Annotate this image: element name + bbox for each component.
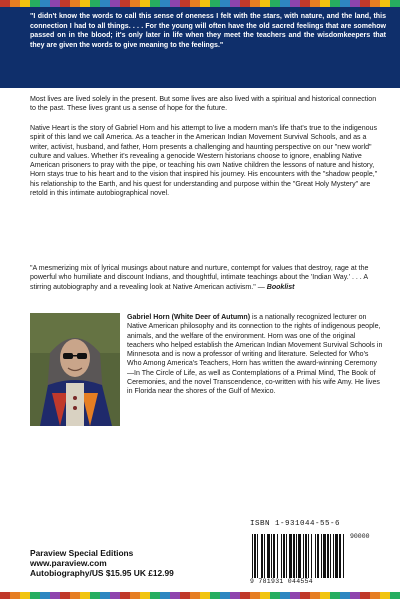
strip-segment — [20, 592, 30, 599]
strip-segment — [330, 0, 340, 7]
strip-segment — [340, 0, 350, 7]
strip-segment — [220, 592, 230, 599]
strip-segment — [160, 0, 170, 7]
isbn-label: ISBN 1-931044-55-6 — [250, 520, 341, 528]
review-text: "A mesmerizing mix of lyrical musings about nature and nurture, contempt for values that destroy, rage at the powerful who humiliate and discount Indians, and thoughtful, intimate teachings about the 'Indian Way.' . . . A stirring autobiography and a revealing look at Native American activism." — — [30, 265, 369, 291]
strip-segment — [110, 592, 120, 599]
strip-segment — [280, 592, 290, 599]
strip-segment — [150, 592, 160, 599]
strip-segment — [10, 0, 20, 7]
strip-segment — [110, 0, 120, 7]
strip-segment — [80, 592, 90, 599]
barcode-bar — [257, 534, 258, 578]
strip-segment — [360, 592, 370, 599]
strip-segment — [200, 0, 210, 7]
strip-segment — [180, 592, 190, 599]
decorative-strip-bottom — [0, 592, 400, 599]
strip-segment — [190, 0, 200, 7]
strip-segment — [230, 0, 240, 7]
strip-segment — [170, 592, 180, 599]
strip-segment — [260, 0, 270, 7]
strip-segment — [20, 0, 30, 7]
strip-segment — [80, 0, 90, 7]
barcode-bar — [333, 534, 334, 578]
quote-text: "I didn't know the words to call this sense of oneness I felt with the stars, with nature, and the land, this connection I had to all things. . . . For the young will often have the old sacred feelings that are somehow passed on in the blood; it's only later in life when they meet the teachers and the wisdomkeepers that they are given the words to give meaning to the feelings." — [30, 13, 386, 49]
strip-segment — [350, 592, 360, 599]
strip-segment — [70, 0, 80, 7]
barcode-bar — [323, 534, 326, 578]
barcode-digits: 9 781931 044554 — [250, 578, 314, 585]
barcode-bar — [281, 534, 282, 578]
barcode-bar — [305, 534, 307, 578]
strip-segment — [210, 0, 220, 7]
strip-segment — [10, 592, 20, 599]
strip-segment — [0, 0, 10, 7]
strip-segment — [100, 592, 110, 599]
intro-paragraph: Most lives are lived solely in the present. But some lives are also lived with a spiritual and historical connection to the past. These lives grant us a sense of hope for the future. — [30, 95, 377, 113]
barcode-bar — [296, 534, 297, 578]
strip-segment — [260, 592, 270, 599]
barcode-bar — [286, 534, 287, 578]
strip-segment — [280, 0, 290, 7]
author-photo — [30, 313, 120, 426]
barcode-bar — [311, 534, 312, 578]
author-portrait-image — [30, 313, 120, 426]
strip-segment — [380, 0, 390, 7]
publisher-block — [30, 548, 174, 579]
strip-segment — [60, 592, 70, 599]
barcode-bar — [254, 534, 256, 578]
barcode-bar — [321, 534, 322, 578]
barcode-bar — [298, 534, 301, 578]
strip-segment — [300, 592, 310, 599]
strip-segment — [160, 592, 170, 599]
barcode-bar — [283, 534, 285, 578]
strip-segment — [310, 592, 320, 599]
strip-segment — [270, 0, 280, 7]
strip-segment — [220, 0, 230, 7]
publisher-url: www.paraview.com — [30, 558, 107, 569]
strip-segment — [390, 0, 400, 7]
strip-segment — [50, 0, 60, 7]
strip-segment — [240, 592, 250, 599]
barcode-bar — [317, 534, 319, 578]
strip-segment — [30, 592, 40, 599]
author-name: Gabriel Horn (White Deer of Autumn) — [127, 314, 251, 321]
quote-box — [0, 7, 400, 88]
strip-segment — [100, 0, 110, 7]
strip-segment — [390, 592, 400, 599]
publisher-name: Paraview Special Editions — [30, 548, 134, 558]
barcode-bar — [293, 534, 295, 578]
strip-segment — [0, 592, 10, 599]
strip-segment — [30, 0, 40, 7]
strip-segment — [50, 592, 60, 599]
strip-segment — [200, 592, 210, 599]
barcode-bar — [271, 534, 272, 578]
strip-segment — [330, 592, 340, 599]
barcode-bar — [330, 534, 331, 578]
author-bio — [127, 313, 383, 397]
strip-segment — [120, 592, 130, 599]
strip-segment — [60, 0, 70, 7]
strip-segment — [320, 0, 330, 7]
strip-segment — [90, 0, 100, 7]
strip-segment — [350, 0, 360, 7]
barcode-bar — [252, 534, 253, 578]
strip-segment — [180, 0, 190, 7]
barcode-bar — [343, 534, 344, 578]
review-paragraph — [30, 264, 382, 292]
strip-segment — [130, 592, 140, 599]
author-bio-text: is a nationally recognized lecturer on Native American philosophy and its connection to the rights of indigenous people, animals, and the welfare of the environment. Horn was one of the original teachers who helped establish the American Indian Movement Survival Schools in Minnesota and is now a professor of writing and literature. Selected for Who's Who Among America's Teachers, Horn has written the award-winning Ceremony—In The Circle of Life, as well as Contemplations of a Primal Mind, The Book of Ceremonies, and the novel Transcendence, co-written with his wife Amy. He lives in Florida near the shores of the Gulf of Mexico. — [127, 314, 383, 396]
review-attribution: Booklist — [266, 283, 295, 291]
barcode-bar — [267, 534, 270, 578]
barcode-bar — [335, 534, 338, 578]
barcode-bar — [277, 534, 278, 578]
strip-segment — [250, 0, 260, 7]
strip-segment — [240, 0, 250, 7]
strip-segment — [290, 0, 300, 7]
barcode-bar — [303, 534, 304, 578]
description-paragraph: Native Heart is the story of Gabriel Horn and his attempt to live a modern man's life that's true to the indigenous spirit of this land we call America. As a teacher in the American Indian Movement Survival Schools, and as a writer, activist, husband, and father, Horn presents a challenging and haunting perspective on our "new world" culture and values. Whether it's revealing a genocide Western historians choose to ignore, enabling Native American prisoners to pray with the pipe, or teaching his own Native children the lessons of nature and history, Horn stays true to his heart and to the vision that inspired his journey. His encounters with the "shadow people," his relationship to the Earth, and his quest for understanding and purpose within the "Great Holy Mystery" are retold in this intimate autobiographical novel. — [30, 125, 378, 197]
barcode-bar — [289, 534, 292, 578]
strip-segment — [140, 592, 150, 599]
strip-segment — [210, 592, 220, 599]
barcode-bar — [327, 534, 329, 578]
strip-segment — [380, 592, 390, 599]
strip-segment — [70, 592, 80, 599]
price-line: Autobiography/US $15.95 UK £12.99 — [30, 568, 174, 579]
strip-segment — [270, 592, 280, 599]
strip-segment — [250, 592, 260, 599]
strip-segment — [230, 592, 240, 599]
barcode-bar — [264, 534, 265, 578]
strip-segment — [300, 0, 310, 7]
strip-segment — [120, 0, 130, 7]
strip-segment — [40, 0, 50, 7]
strip-segment — [90, 592, 100, 599]
strip-segment — [140, 0, 150, 7]
strip-segment — [370, 0, 380, 7]
strip-segment — [150, 0, 160, 7]
price-code: 90000 — [350, 533, 370, 540]
strip-segment — [340, 592, 350, 599]
strip-segment — [370, 592, 380, 599]
barcode-bar — [273, 534, 275, 578]
barcode-bar — [261, 534, 263, 578]
strip-segment — [320, 592, 330, 599]
strip-segment — [360, 0, 370, 7]
strip-segment — [290, 592, 300, 599]
barcode-bar — [339, 534, 341, 578]
strip-segment — [190, 592, 200, 599]
barcode — [252, 534, 380, 578]
barcode-bar — [308, 534, 309, 578]
strip-segment — [170, 0, 180, 7]
strip-segment — [40, 592, 50, 599]
decorative-strip-top — [0, 0, 400, 7]
barcode-bar — [315, 534, 316, 578]
strip-segment — [310, 0, 320, 7]
strip-segment — [130, 0, 140, 7]
